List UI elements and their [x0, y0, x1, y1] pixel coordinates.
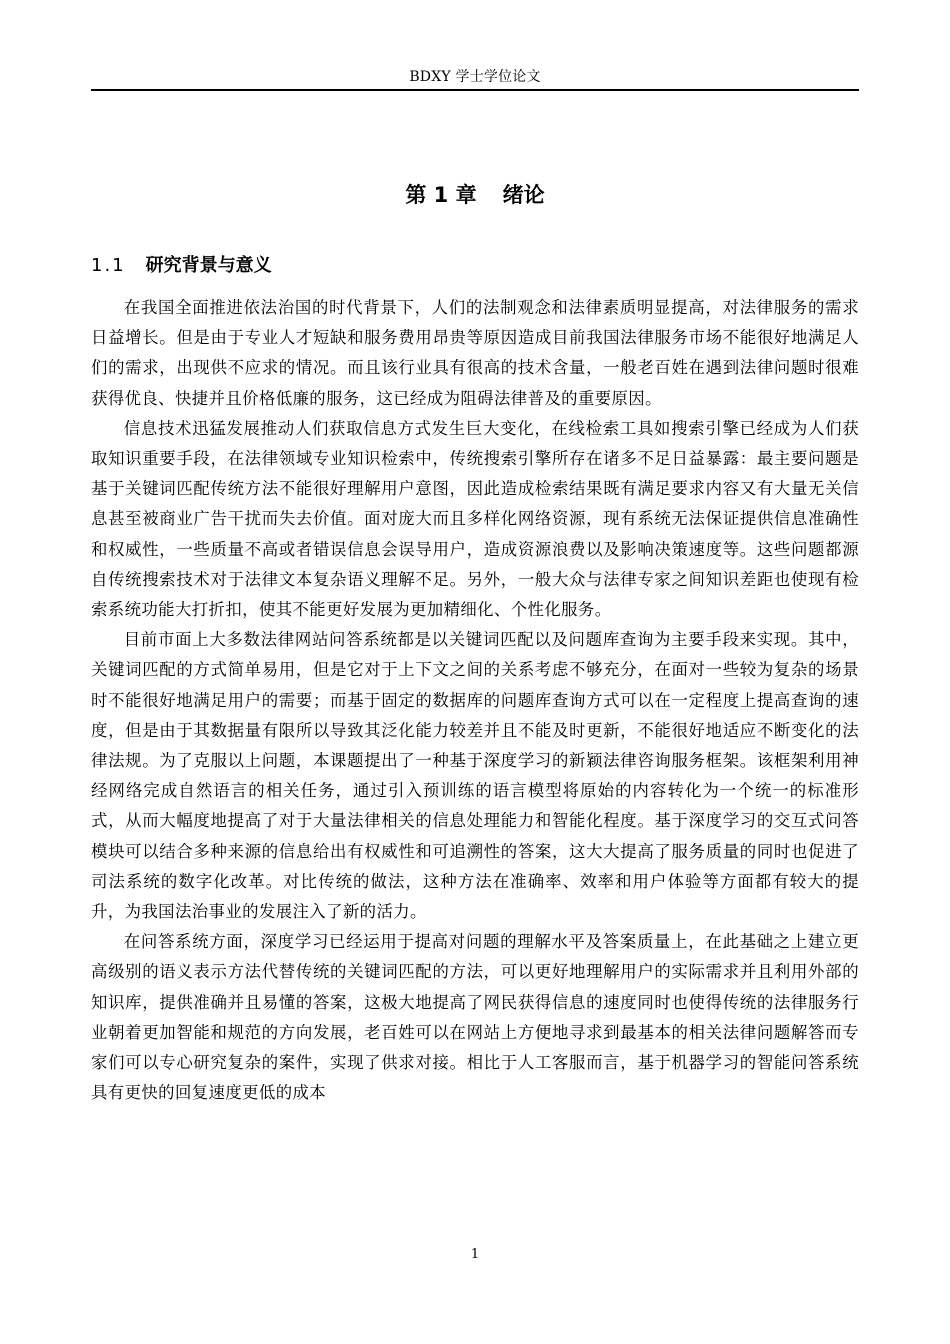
section-number: 1.1 [91, 255, 126, 276]
section-title: 研究背景与意义 [145, 255, 272, 276]
paragraph-3: 目前市面上大多数法律网站问答系统都是以关键词匹配以及问题库查询为主要手段来实现。其中，关键词匹配的方式简单易用，但是它对于上下文之间的关系考虑不够充分，在面对一些较为复杂的场景时不能很好地满足用户的需要；而基于固定的数据库的问题库查询方式可以在一定程度上提高查询的速度，但是由于其数据量有限所以导致其泛化能力较差并且不能及时更新，不能很好地适应不断变化的法律法规。为了克服以上问题，本课题提出了一种基于深度学习的新颖法律咨询服务框架。该框架利用神经网络完成自然语言的相关任务，通过引入预训练的语言模型将原始的内容转化为一个统一的标准形式，从而大幅度地提高了对于大量法律相关的信息处理能力和智能化程度。基于深度学习的交互式问答模块可以结合多种来源的信息给出有权威性和可追溯性的答案，这大大提高了服务质量的同时也促进了司法系统的数字化改革。对比传统的做法，这种方法在准确率、效率和用户体验等方面都有较大的提升，为我国法治事业的发展注入了新的活力。 [91, 630, 859, 922]
page-number: 1 [470, 1247, 480, 1262]
body-text [91, 293, 859, 1108]
section-heading [91, 252, 272, 280]
header-rule [91, 89, 859, 91]
paragraph-4: 在问答系统方面，深度学习已经运用于提高对问题的理解水平及答案质量上，在此基础之上建立更高级别的语义表示方法代替传统的关键词匹配的方法，可以更好地理解用户的实际需求并且利用外部的知识库，提供准确并且易懂的答案，这极大地提高了网民获得信息的速度同时也使得传统的法律服务行业朝着更加智能和规范的方向发展，老百姓可以在网站上方便地寻求到最基本的相关法律问题解答而专家们可以专心研究复杂的案件，实现了供求对接。相比于人工客服而言，基于机器学习的智能问答系统具有更快的回复速度更低的成本 [91, 932, 859, 1103]
paragraph-2: 信息技术迅猛发展推动人们获取信息方式发生巨大变化，在线检索工具如搜索引擎已经成为人们获取知识重要手段，在法律领域专业知识检索中，传统搜索引擎所存在诸多不足日益暴露：最主要问题是基于关键词匹配传统方法不能很好理解用户意图，因此造成检索结果既有满足要求内容又有大量无关信息甚至被商业广告干扰而失去价值。面对庞大而且多样化网络资源，现有系统无法保证提供信息准确性和权威性，一些质量不高或者错误信息会误导用户，造成资源浪费以及影响决策速度等。这些问题都源自传统搜索技术对于法律文本复杂语义理解不足。另外，一般大众与法律专家之间知识差距也使现有检索系统功能大打折扣，使其不能更好发展为更加精细化、个性化服务。 [91, 418, 859, 620]
chapter-name: 绪论 [502, 183, 545, 207]
paragraph-1: 在我国全面推进依法治国的时代背景下，人们的法制观念和法律素质明显提高，对法律服务的需求日益增长。但是由于专业人才短缺和服务费用昂贵等原因造成目前我国法律服务市场不能很好地满足人们的需求，出现供不应求的情况。而且该行业具有很高的技术含量，一般老百姓在遇到法律问题时很难获得优良、快捷并且价格低廉的服务，这已经成为阻碍法律普及的重要原因。 [91, 298, 859, 408]
chapter-title [0, 180, 950, 210]
running-header: BDXY 学士学位论文 [409, 69, 541, 85]
chapter-number: 第 1 章 [405, 183, 477, 207]
